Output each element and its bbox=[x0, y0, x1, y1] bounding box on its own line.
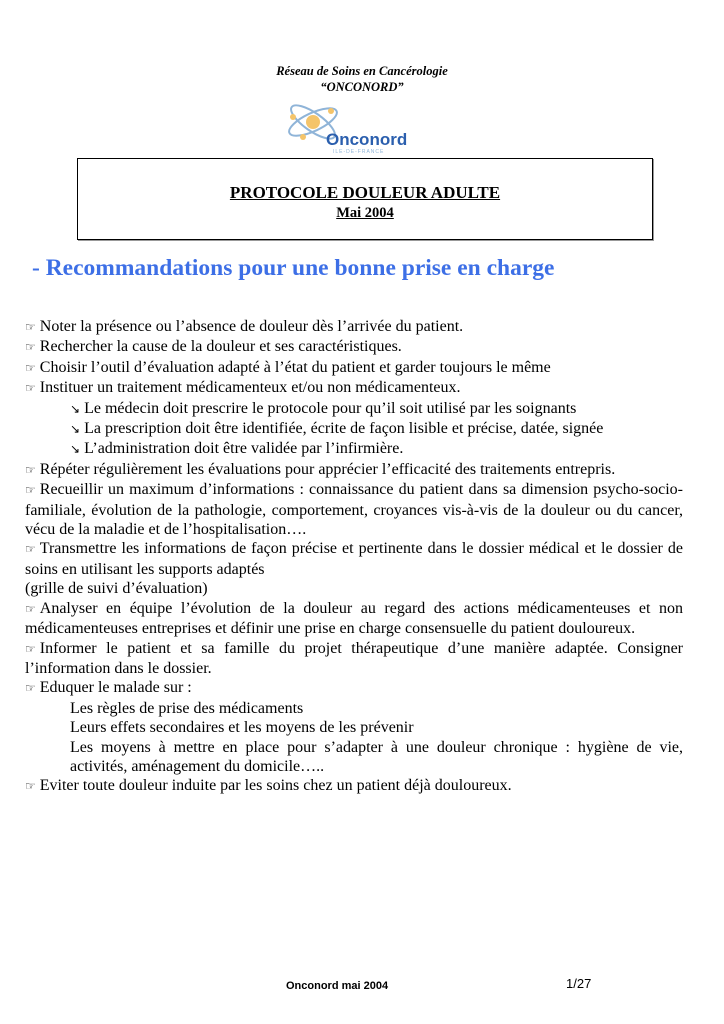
item-text: Eduquer le malade sur : bbox=[39, 679, 192, 697]
pointing-hand-icon: ☞ bbox=[25, 641, 36, 656]
item-text: Analyser en équipe l’évolution de la douleur au regard des actions médicamenteuses et non médicamenteuses entreprises et définir une prise en charge consensuelle du patient douloureux. bbox=[25, 599, 683, 638]
item-text: Instituer un traitement médicamenteux et/ou non médicamenteux. bbox=[39, 379, 461, 397]
list-item bbox=[25, 378, 683, 398]
item-text: Recueillir un maximum d’informations : connaissance du patient dans sa dimension psycho-socio-familiale, évolution de la pathologie, comportement, croyances vis-à-vis de la douleur ou du cancer, vécu de la maladie et de l’hospitalisation…. bbox=[25, 481, 683, 539]
list-item bbox=[25, 460, 683, 480]
sub-item bbox=[25, 399, 683, 419]
arrow-icon: ↘ bbox=[70, 401, 81, 416]
arrow-icon: ↘ bbox=[70, 442, 81, 457]
logo-text: Onconord bbox=[326, 130, 408, 149]
pointing-hand-icon: ☞ bbox=[25, 381, 36, 396]
list-item bbox=[25, 599, 683, 639]
arrow-icon: ↘ bbox=[70, 422, 81, 437]
network-header bbox=[0, 63, 724, 95]
item-text: Rechercher la cause de la douleur et ses caractéristiques. bbox=[39, 338, 402, 356]
item-text: La prescription doit être identifiée, écrite de façon lisible et précise, datée, signée bbox=[84, 420, 604, 438]
sub-item bbox=[25, 439, 683, 459]
pointing-hand-icon: ☞ bbox=[25, 779, 36, 794]
education-item: Les règles de prise des médicaments bbox=[70, 699, 304, 717]
item-text: Le médecin doit prescrire le protocole pour qu’il soit utilisé par les soignants bbox=[84, 399, 577, 417]
pointing-hand-icon: ☞ bbox=[25, 360, 36, 375]
education-item: Leurs effets secondaires et les moyens de les prévenir bbox=[70, 719, 414, 737]
item-text: Choisir l’outil d’évaluation adapté à l’état du patient et garder toujours le même bbox=[39, 358, 551, 376]
protocol-title: PROTOCOLE DOULEUR ADULTE bbox=[229, 183, 501, 202]
network-name: Réseau de Soins en Cancérologie bbox=[276, 64, 448, 78]
pointing-hand-icon: ☞ bbox=[25, 542, 36, 557]
education-item: Les moyens à mettre en place pour s’adapter à une douleur chronique : hygiène de vie, activités, aménagement du domicile….. bbox=[70, 738, 683, 775]
pointing-hand-icon: ☞ bbox=[25, 601, 36, 616]
network-acronym: “ONCONORD” bbox=[320, 80, 404, 94]
sub-item bbox=[25, 419, 683, 439]
item-text: Informer le patient et sa famille du projet thérapeutique d’une manière adaptée. Consigner l’information dans le dossier. bbox=[25, 639, 683, 677]
list-item bbox=[25, 678, 683, 698]
pointing-hand-icon: ☞ bbox=[25, 462, 36, 477]
list-item bbox=[25, 639, 683, 679]
list-item bbox=[25, 317, 683, 337]
recommendations-list bbox=[25, 317, 683, 797]
list-item bbox=[25, 337, 683, 357]
note: (grille de suivi d’évaluation) bbox=[25, 580, 208, 598]
list-item bbox=[25, 539, 683, 579]
item-text: Eviter toute douleur induite par les soins chez un patient déjà douloureux. bbox=[39, 777, 512, 795]
onconord-logo bbox=[283, 97, 408, 155]
pointing-hand-icon: ☞ bbox=[25, 483, 36, 498]
list-item bbox=[25, 776, 683, 796]
svg-text:ILE-DE-FRANCE: ILE-DE-FRANCE bbox=[333, 149, 385, 155]
item-text: L’administration doit être validée par l’infirmière. bbox=[84, 440, 404, 458]
pointing-hand-icon: ☞ bbox=[25, 340, 36, 355]
footer-text: Onconord mai 2004 bbox=[286, 980, 389, 992]
list-item bbox=[25, 480, 683, 539]
list-item bbox=[25, 358, 683, 378]
protocol-date: Mai 2004 bbox=[336, 205, 394, 221]
protocol-title-box bbox=[77, 158, 653, 240]
item-text: Noter la présence ou l’absence de douleur dès l’arrivée du patient. bbox=[39, 318, 464, 335]
pointing-hand-icon: ☞ bbox=[25, 681, 36, 696]
pointing-hand-icon: ☞ bbox=[25, 320, 36, 334]
page-number: 1/27 bbox=[566, 976, 592, 991]
item-text: Transmettre les informations de façon précise et pertinente dans le dossier médical et le dossier de soins en utilisant les supports adaptés bbox=[25, 540, 683, 578]
item-text: Répéter régulièrement les évaluations pour apprécier l’efficacité des traitements entrepris. bbox=[39, 460, 616, 478]
section-title: - Recommandations pour une bonne prise en charge bbox=[32, 255, 555, 281]
